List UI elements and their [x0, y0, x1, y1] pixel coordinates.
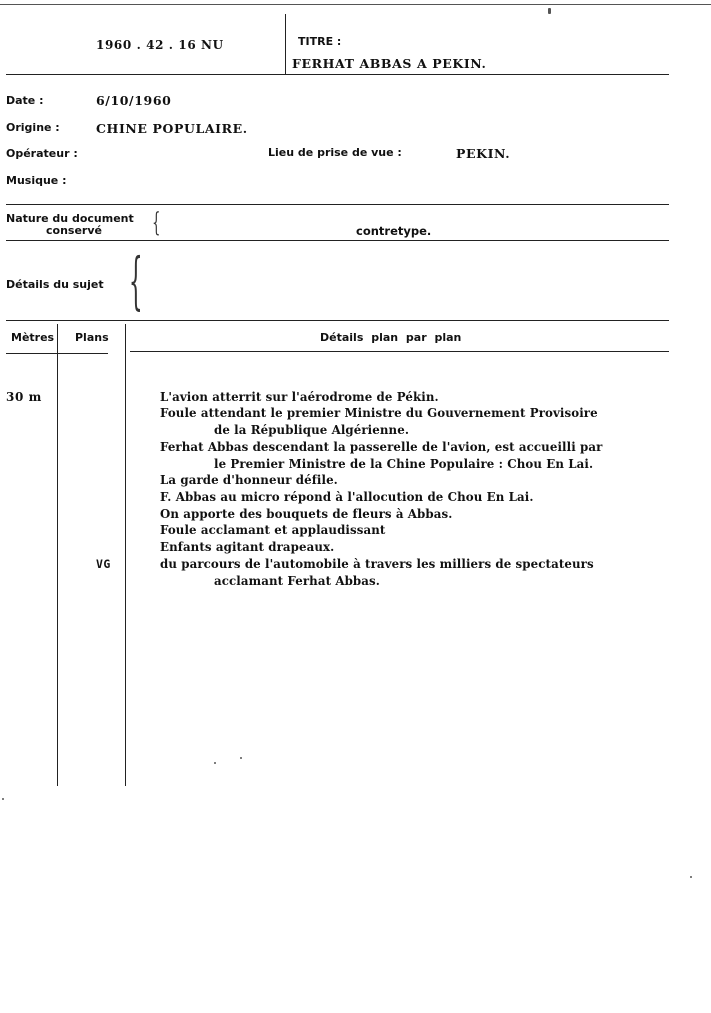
- detail-line: On apporte des bouquets de fleurs à Abbas.: [160, 507, 453, 521]
- details-sujet-bottom-line: [6, 320, 669, 321]
- detail-line: Ferhat Abbas descendant la passerelle de l'avion, est accueilli par: [160, 440, 603, 454]
- origine-label: Origine :: [6, 121, 60, 134]
- detail-line: Enfants agitant drapeaux.: [160, 540, 335, 554]
- col-rule-2: [125, 324, 126, 786]
- details-sujet-brace: {: [128, 244, 143, 317]
- date-label: Date :: [6, 94, 44, 107]
- details-sujet-label: Détails du sujet: [6, 278, 104, 291]
- detail-line: de la République Algérienne.: [214, 423, 410, 437]
- header-divider: [285, 14, 286, 74]
- nature-label-line1: Nature du document: [6, 212, 134, 225]
- plans-value: VG: [96, 557, 111, 571]
- date-value: 6/10/1960: [96, 93, 172, 108]
- detail-line: acclamant Ferhat Abbas.: [214, 574, 380, 588]
- scan-speck: [240, 757, 242, 759]
- detail-line: La garde d'honneur défile.: [160, 473, 338, 487]
- nature-bottom-line: [6, 240, 669, 241]
- top-border-line: [0, 4, 711, 5]
- detail-line: Foule attendant le premier Ministre du Gouvernement Provisoire: [160, 406, 598, 420]
- header-bottom-line: [6, 74, 669, 75]
- detail-line: F. Abbas au micro répond à l'allocution de Chou En Lai.: [160, 490, 534, 504]
- operateur-label: Opérateur :: [6, 147, 78, 160]
- fields-bottom-line: [6, 204, 669, 205]
- scan-speck: [690, 876, 692, 878]
- title-value: FERHAT ABBAS A PEKIN.: [292, 56, 487, 71]
- lieu-value: PEKIN.: [456, 146, 511, 161]
- nature-brace: {: [152, 208, 161, 238]
- detail-line: le Premier Ministre de la Chine Populaire : Chou En Lai.: [214, 457, 594, 471]
- reference-number: 1960 . 42 . 16 NU: [96, 38, 224, 52]
- detail-line: Foule acclamant et applaudissant: [160, 523, 386, 537]
- metres-value: 30 m: [6, 390, 42, 404]
- origine-value: CHINE POPULAIRE.: [96, 121, 248, 136]
- lieu-label: Lieu de prise de vue :: [268, 146, 402, 159]
- col-rule-1: [57, 324, 58, 786]
- nature-value: contretype.: [356, 224, 432, 238]
- detail-line: L'avion atterrit sur l'aérodrome de Pékin.: [160, 390, 439, 404]
- title-label: TITRE :: [298, 35, 342, 48]
- table-header-line-right: [130, 351, 669, 352]
- nature-label-line2: conservé: [46, 224, 102, 237]
- scan-speck: [2, 798, 4, 800]
- col-metres-header: Mètres: [11, 331, 55, 344]
- col-plans-header: Plans: [75, 331, 109, 344]
- scan-speck: [214, 762, 216, 764]
- musique-label: Musique :: [6, 174, 67, 187]
- detail-line: du parcours de l'automobile à travers les milliers de spectateurs: [160, 557, 594, 571]
- top-ink-mark: [548, 8, 551, 14]
- col-details-header: Détails plan par plan: [320, 331, 462, 344]
